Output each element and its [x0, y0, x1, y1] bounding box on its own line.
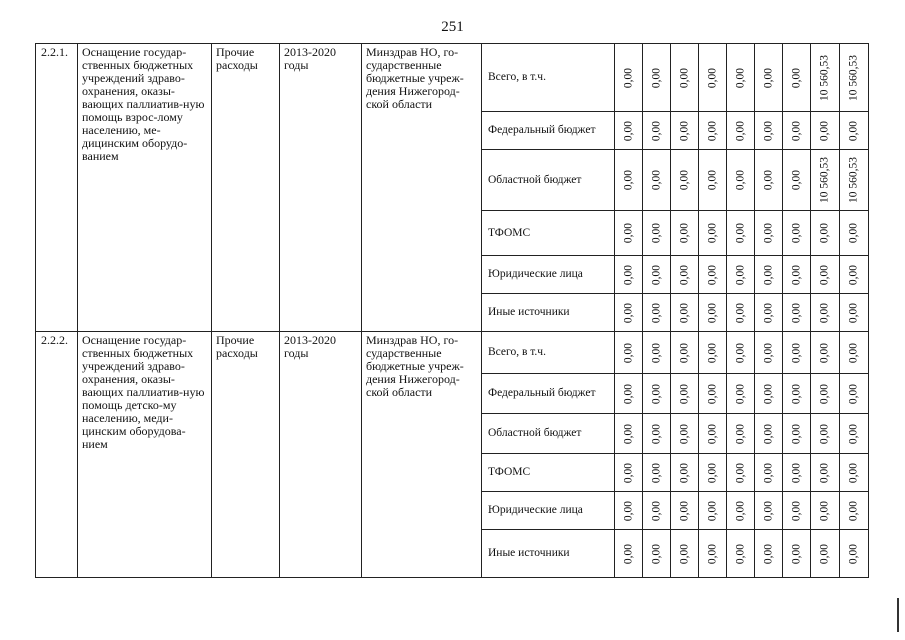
value-cell — [699, 530, 727, 578]
value-cell — [811, 374, 840, 414]
value-text: 0,00 — [706, 423, 718, 444]
value-text: 0,00 — [650, 67, 662, 88]
value-text: 0,00 — [818, 302, 831, 323]
value-cell — [643, 150, 671, 211]
value-text: 0,00 — [622, 67, 634, 88]
value-text: 0,00 — [762, 222, 774, 244]
value-cell — [671, 211, 699, 256]
value-cell — [699, 211, 727, 256]
value-cell — [699, 374, 727, 414]
value-cell — [615, 150, 643, 211]
value-cell — [755, 332, 783, 374]
value-text: 0,00 — [622, 500, 634, 521]
value-cell — [811, 256, 840, 294]
value-cell — [615, 211, 643, 256]
value-cell — [755, 530, 783, 578]
value-text: 0,00 — [847, 342, 860, 363]
value-text: 0,00 — [790, 169, 802, 191]
value-cell — [671, 454, 699, 492]
value-text: 0,00 — [678, 222, 690, 244]
expense-type: Прочие расходы — [212, 332, 280, 578]
value-text: 0,00 — [650, 383, 662, 404]
value-text: 0,00 — [678, 264, 690, 285]
value-cell — [699, 256, 727, 294]
value-cell — [615, 530, 643, 578]
expense-type: Прочие расходы — [212, 44, 280, 332]
value-text: 0,00 — [622, 120, 634, 141]
value-text: 0,00 — [650, 120, 662, 141]
value-text: 0,00 — [622, 222, 634, 244]
funding-source: Иные источники — [482, 294, 615, 332]
value-cell — [615, 112, 643, 150]
value-text: 0,00 — [847, 462, 860, 483]
value-text: 0,00 — [790, 423, 802, 444]
value-cell — [811, 492, 840, 530]
value-text: 10 560,53 — [818, 157, 831, 203]
value-cell — [699, 332, 727, 374]
value-cell — [727, 414, 755, 454]
value-cell — [811, 454, 840, 492]
funding-source: Всего, в т.ч. — [482, 44, 615, 112]
value-text: 0,00 — [706, 342, 718, 363]
value-text: 0,00 — [762, 67, 774, 88]
value-text: 0,00 — [706, 383, 718, 404]
value-cell — [643, 112, 671, 150]
value-text: 0,00 — [818, 264, 831, 285]
value-text: 0,00 — [678, 342, 690, 363]
value-text: 0,00 — [622, 383, 634, 404]
value-text: 0,00 — [622, 342, 634, 363]
value-text: 0,00 — [678, 462, 690, 483]
value-cell — [727, 150, 755, 211]
value-cell — [811, 294, 840, 332]
value-text: 0,00 — [650, 543, 662, 564]
value-text: 0,00 — [678, 302, 690, 323]
value-text: 10 560,53 — [847, 54, 860, 101]
value-text: 0,00 — [762, 500, 774, 521]
value-cell — [840, 454, 869, 492]
value-text: 0,00 — [790, 543, 802, 564]
value-text: 10 560,53 — [847, 157, 860, 203]
value-cell — [615, 256, 643, 294]
value-cell — [783, 454, 811, 492]
value-cell — [671, 492, 699, 530]
value-cell — [727, 492, 755, 530]
value-text: 0,00 — [790, 500, 802, 521]
value-cell — [783, 256, 811, 294]
executor: Минздрав НО, го-сударственные бюджетные учреж-дения Нижегород-ской области — [362, 44, 482, 332]
value-text: 0,00 — [790, 342, 802, 363]
value-cell — [671, 414, 699, 454]
value-text: 0,00 — [734, 342, 746, 363]
value-text: 0,00 — [734, 120, 746, 141]
value-text: 0,00 — [734, 423, 746, 444]
value-text: 0,00 — [678, 423, 690, 444]
value-text: 0,00 — [650, 302, 662, 323]
value-cell — [840, 374, 869, 414]
section-number: 2.2.1. — [36, 44, 78, 332]
value-text: 0,00 — [762, 120, 774, 141]
implementation-period: 2013-2020 годы — [280, 44, 362, 332]
value-cell — [671, 294, 699, 332]
value-cell — [811, 332, 840, 374]
value-text: 0,00 — [818, 120, 831, 141]
value-cell — [643, 374, 671, 414]
value-cell — [671, 44, 699, 112]
value-cell — [643, 332, 671, 374]
value-text: 0,00 — [650, 342, 662, 363]
value-text: 0,00 — [734, 67, 746, 88]
value-cell — [755, 374, 783, 414]
value-cell — [615, 44, 643, 112]
value-cell — [727, 530, 755, 578]
value-text: 0,00 — [818, 222, 831, 244]
funding-source: ТФОМС — [482, 454, 615, 492]
value-cell — [783, 150, 811, 211]
value-text: 0,00 — [790, 302, 802, 323]
value-cell — [699, 492, 727, 530]
value-text: 0,00 — [762, 423, 774, 444]
value-cell — [783, 374, 811, 414]
value-text: 0,00 — [847, 383, 860, 404]
value-cell — [615, 414, 643, 454]
value-text: 0,00 — [762, 264, 774, 285]
value-cell — [755, 256, 783, 294]
value-cell — [840, 414, 869, 454]
value-cell — [840, 150, 869, 211]
value-cell — [671, 374, 699, 414]
budget-table — [35, 43, 869, 578]
value-text: 0,00 — [706, 169, 718, 191]
value-text: 0,00 — [847, 500, 860, 521]
section-description: Оснащение государ-ственных бюджетных учреждений здраво-охранения, оказы-вающих паллиатив-ную помощь детско-му населению, меди-цинским оборудова-нием — [78, 332, 212, 578]
value-text: 0,00 — [818, 342, 831, 363]
value-text: 0,00 — [847, 264, 860, 285]
value-text: 0,00 — [847, 222, 860, 244]
value-cell — [755, 211, 783, 256]
value-cell — [615, 332, 643, 374]
value-text: 0,00 — [847, 302, 860, 323]
value-text: 0,00 — [790, 120, 802, 141]
value-cell — [811, 150, 840, 211]
value-cell — [671, 112, 699, 150]
value-text: 10 560,53 — [818, 54, 831, 101]
value-cell — [783, 414, 811, 454]
value-cell — [840, 211, 869, 256]
value-text: 0,00 — [762, 383, 774, 404]
value-text: 0,00 — [706, 543, 718, 564]
value-cell — [840, 530, 869, 578]
value-cell — [671, 530, 699, 578]
funding-source: Юридические лица — [482, 492, 615, 530]
value-text: 0,00 — [762, 462, 774, 483]
value-cell — [811, 211, 840, 256]
table-row — [36, 44, 869, 112]
value-cell — [840, 492, 869, 530]
value-cell — [783, 112, 811, 150]
funding-source: Юридические лица — [482, 256, 615, 294]
value-cell — [615, 374, 643, 414]
value-text: 0,00 — [790, 67, 802, 88]
value-text: 0,00 — [678, 543, 690, 564]
value-cell — [783, 530, 811, 578]
value-cell — [840, 256, 869, 294]
value-text: 0,00 — [847, 543, 860, 564]
value-cell — [783, 492, 811, 530]
value-text: 0,00 — [762, 302, 774, 323]
value-cell — [811, 44, 840, 112]
value-text: 0,00 — [706, 222, 718, 244]
value-cell — [840, 112, 869, 150]
value-text: 0,00 — [818, 423, 831, 444]
value-cell — [727, 454, 755, 492]
value-text: 0,00 — [706, 264, 718, 285]
value-cell — [727, 332, 755, 374]
value-cell — [840, 332, 869, 374]
value-cell — [643, 454, 671, 492]
value-text: 0,00 — [622, 302, 634, 323]
value-cell — [615, 294, 643, 332]
value-text: 0,00 — [706, 500, 718, 521]
value-cell — [755, 44, 783, 112]
value-text: 0,00 — [847, 120, 860, 141]
value-text: 0,00 — [734, 462, 746, 483]
executor: Минздрав НО, го-сударственные бюджетные учреж-дения Нижегород-ской области — [362, 332, 482, 578]
value-cell — [727, 374, 755, 414]
funding-source: Федеральный бюджет — [482, 374, 615, 414]
value-cell — [811, 414, 840, 454]
section-number: 2.2.2. — [36, 332, 78, 578]
value-text: 0,00 — [734, 500, 746, 521]
funding-source: Областной бюджет — [482, 150, 615, 211]
value-text: 0,00 — [650, 500, 662, 521]
value-cell — [699, 294, 727, 332]
value-text: 0,00 — [790, 462, 802, 483]
value-cell — [811, 112, 840, 150]
value-text: 0,00 — [734, 264, 746, 285]
value-cell — [783, 44, 811, 112]
value-cell — [643, 492, 671, 530]
value-text: 0,00 — [622, 543, 634, 564]
value-text: 0,00 — [650, 222, 662, 244]
value-text: 0,00 — [762, 342, 774, 363]
value-cell — [755, 492, 783, 530]
value-cell — [783, 294, 811, 332]
value-text: 0,00 — [790, 264, 802, 285]
value-cell — [755, 414, 783, 454]
value-text: 0,00 — [678, 120, 690, 141]
value-cell — [699, 112, 727, 150]
value-text: 0,00 — [734, 169, 746, 191]
value-cell — [755, 454, 783, 492]
funding-source: Федеральный бюджет — [482, 112, 615, 150]
value-cell — [699, 414, 727, 454]
value-text: 0,00 — [847, 423, 860, 444]
value-cell — [783, 211, 811, 256]
value-cell — [840, 294, 869, 332]
value-text: 0,00 — [734, 383, 746, 404]
value-cell — [643, 256, 671, 294]
value-cell — [699, 454, 727, 492]
value-text: 0,00 — [818, 462, 831, 483]
funding-source: ТФОМС — [482, 211, 615, 256]
value-text: 0,00 — [706, 120, 718, 141]
value-text: 0,00 — [818, 500, 831, 521]
value-text: 0,00 — [622, 264, 634, 285]
funding-source: Иные источники — [482, 530, 615, 578]
value-cell — [755, 150, 783, 211]
value-text: 0,00 — [790, 222, 802, 244]
value-cell — [671, 150, 699, 211]
value-cell — [671, 256, 699, 294]
value-text: 0,00 — [818, 543, 831, 564]
value-text: 0,00 — [762, 543, 774, 564]
value-text: 0,00 — [678, 500, 690, 521]
value-text: 0,00 — [650, 462, 662, 483]
value-text: 0,00 — [818, 383, 831, 404]
value-cell — [727, 256, 755, 294]
value-text: 0,00 — [622, 169, 634, 191]
value-cell — [727, 294, 755, 332]
value-text: 0,00 — [622, 462, 634, 483]
value-cell — [643, 294, 671, 332]
table-row — [36, 332, 869, 374]
value-text: 0,00 — [622, 423, 634, 444]
edge-mark — [897, 598, 899, 632]
value-cell — [840, 44, 869, 112]
value-text: 0,00 — [790, 383, 802, 404]
funding-source: Всего, в т.ч. — [482, 332, 615, 374]
value-cell — [615, 454, 643, 492]
value-cell — [615, 492, 643, 530]
section-description: Оснащение государ-ственных бюджетных учреждений здраво-охранения, оказы-вающих паллиатив-ную помощь взрос-лому населению, ме-дицинским оборудо-ванием — [78, 44, 212, 332]
value-cell — [811, 530, 840, 578]
value-cell — [727, 211, 755, 256]
page-number: 251 — [441, 19, 464, 35]
value-text: 0,00 — [650, 423, 662, 444]
value-text: 0,00 — [678, 383, 690, 404]
value-text: 0,00 — [650, 264, 662, 285]
value-cell — [643, 414, 671, 454]
value-text: 0,00 — [650, 169, 662, 191]
value-cell — [755, 294, 783, 332]
value-cell — [755, 112, 783, 150]
value-cell — [699, 44, 727, 112]
value-text: 0,00 — [678, 169, 690, 191]
value-cell — [643, 44, 671, 112]
value-text: 0,00 — [706, 67, 718, 88]
value-text: 0,00 — [734, 302, 746, 323]
value-cell — [643, 211, 671, 256]
value-cell — [727, 44, 755, 112]
value-text: 0,00 — [762, 169, 774, 191]
funding-source: Областной бюджет — [482, 414, 615, 454]
value-text: 0,00 — [678, 67, 690, 88]
table-body — [36, 44, 869, 578]
value-text: 0,00 — [734, 222, 746, 244]
value-text: 0,00 — [706, 302, 718, 323]
value-cell — [783, 332, 811, 374]
implementation-period: 2013-2020 годы — [280, 332, 362, 578]
value-cell — [671, 332, 699, 374]
value-cell — [699, 150, 727, 211]
value-cell — [727, 112, 755, 150]
value-text: 0,00 — [734, 543, 746, 564]
value-cell — [643, 530, 671, 578]
value-text: 0,00 — [706, 462, 718, 483]
